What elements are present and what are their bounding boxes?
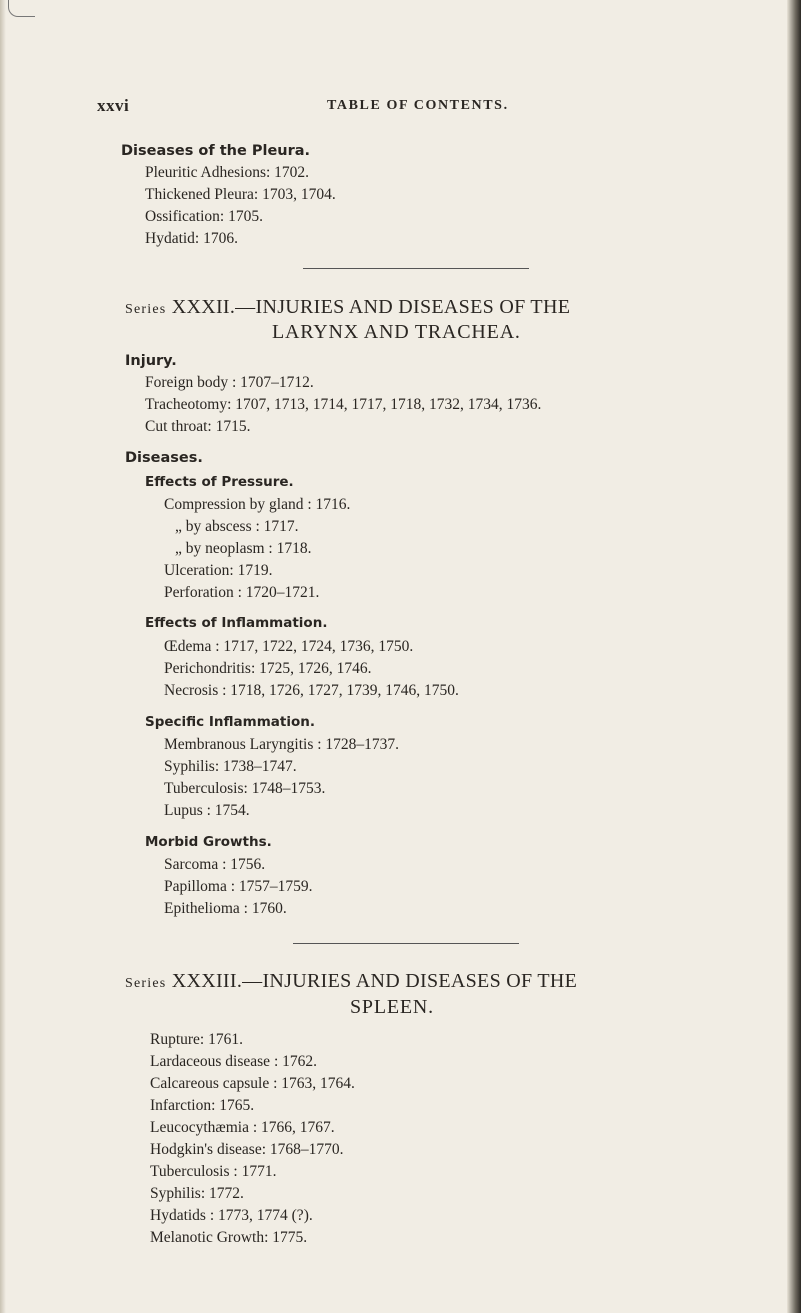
spleen-item: Lardaceous disease : 1762.: [150, 1053, 317, 1070]
page-binding-edge: [787, 0, 801, 1313]
pressure-item: „ by abscess : 1717.: [175, 518, 299, 535]
spleen-item: Tuberculosis : 1771.: [150, 1163, 277, 1180]
spleen-item: Melanotic Growth: 1775.: [150, 1229, 308, 1246]
pressure-heading: Effects of Pressure.: [145, 474, 294, 490]
inflammation-item: Œdema : 1717, 1722, 1724, 1736, 1750.: [164, 638, 414, 655]
pressure-item: Perforation : 1720–1721.: [164, 584, 320, 601]
series-33-title-line1: XXXIII.—INJURIES AND DISEASES OF THE: [171, 970, 578, 992]
series-32-title-line2: LARYNX AND TRACHEA.: [272, 321, 521, 343]
series-33-title: [125, 970, 577, 993]
series-33-title-line2: SPLEEN.: [350, 996, 434, 1018]
pleura-item: Thickened Pleura: 1703, 1704.: [145, 186, 336, 203]
inflammation-item: Perichondritis: 1725, 1726, 1746.: [164, 660, 372, 677]
pleura-item: Pleuritic Adhesions: 1702.: [145, 164, 310, 181]
page-left-edge: [0, 0, 6, 1313]
series-32-title-line1: XXXII.—INJURIES AND DISEASES OF THE: [171, 296, 571, 318]
pressure-item: Ulceration: 1719.: [164, 562, 273, 579]
spleen-item: Rupture: 1761.: [150, 1031, 243, 1048]
series-32-title: [125, 296, 570, 319]
section-divider: [303, 268, 529, 269]
spleen-item: Leucocythæmia : 1766, 1767.: [150, 1119, 335, 1136]
morbid-growths-item: Epithelioma : 1760.: [164, 900, 287, 917]
page-number: xxvi: [97, 96, 130, 115]
specific-inflammation-item: Lupus : 1754.: [164, 802, 250, 819]
spleen-item: Syphilis: 1772.: [150, 1185, 244, 1202]
spleen-item: Hydatids : 1773, 1774 (?).: [150, 1207, 313, 1224]
corner-mark: [8, 0, 35, 17]
pleura-item: Hydatid: 1706.: [145, 230, 238, 247]
running-header: [97, 96, 797, 116]
injury-heading: Injury.: [125, 353, 177, 369]
spleen-item: Hodgkin's disease: 1768–1770.: [150, 1141, 344, 1158]
inflammation-heading: Effects of Inflammation.: [145, 615, 328, 631]
pressure-item: „ by neoplasm : 1718.: [175, 540, 312, 557]
section-divider: [293, 943, 519, 944]
pleura-heading: Diseases of the Pleura.: [121, 143, 311, 159]
specific-inflammation-item: Membranous Laryngitis : 1728–1737.: [164, 736, 400, 753]
pressure-item: Compression by gland : 1716.: [164, 496, 351, 513]
spleen-item: Calcareous capsule : 1763, 1764.: [150, 1075, 355, 1092]
specific-inflammation-item: Tuberculosis: 1748–1753.: [164, 780, 326, 797]
morbid-growths-item: Papilloma : 1757–1759.: [164, 878, 313, 895]
specific-inflammation-heading: Specific Inflammation.: [145, 714, 315, 730]
pleura-item: Ossification: 1705.: [145, 208, 263, 225]
diseases-heading: Diseases.: [125, 450, 203, 466]
morbid-growths-item: Sarcoma : 1756.: [164, 856, 266, 873]
specific-inflammation-item: Syphilis: 1738–1747.: [164, 758, 297, 775]
spleen-item: Infarction: 1765.: [150, 1097, 255, 1114]
running-title: TABLE OF CONTENTS.: [327, 98, 509, 113]
injury-item: Foreign body : 1707–1712.: [145, 374, 314, 391]
morbid-growths-heading: Morbid Growths.: [145, 834, 272, 850]
injury-item: Cut throat: 1715.: [145, 418, 251, 435]
series-33-label: Series: [125, 976, 167, 991]
injury-item: Tracheotomy: 1707, 1713, 1714, 1717, 1718, 1732, 1734, 1736.: [145, 396, 542, 413]
inflammation-item: Necrosis : 1718, 1726, 1727, 1739, 1746, 1750.: [164, 682, 459, 699]
series-32-label: Series: [125, 302, 167, 317]
